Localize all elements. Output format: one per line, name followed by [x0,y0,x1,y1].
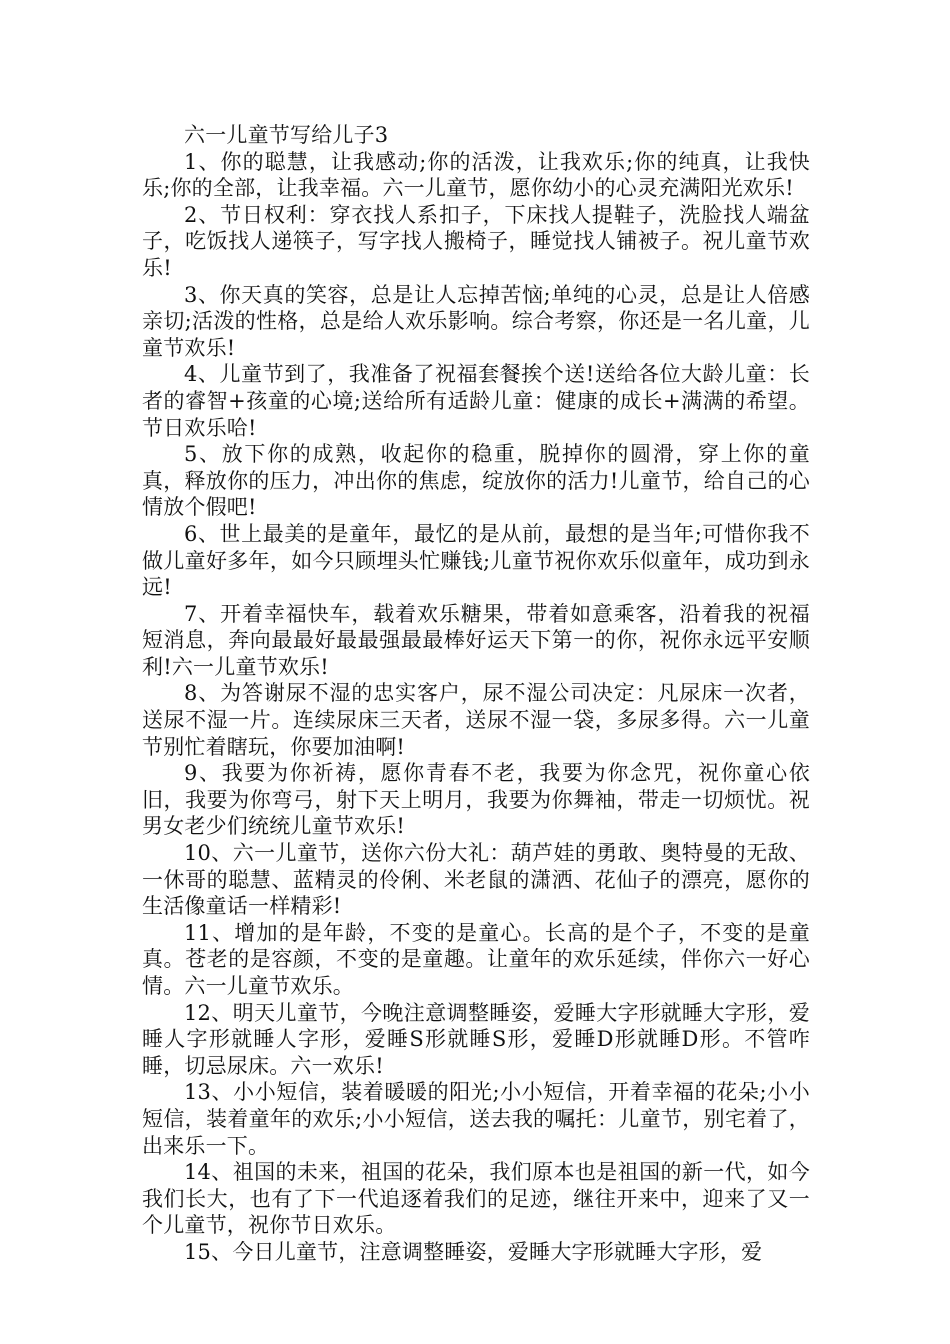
paragraph-5: 5、放下你的成熟，收起你的稳重，脱掉你的圆滑，穿上你的童真，释放你的压力，冲出你的焦虑，绽放你的活力!儿童节，给自己的心情放个假吧! [142,442,810,520]
paragraph-9: 9、我要为你祈祷，愿你青春不老，我要为你念咒，祝你童心依旧，我要为你弯弓，射下天上明月，我要为你舞袖，带走一切烦忧。祝男女老少们统统儿童节欢乐! [142,761,810,839]
paragraph-8: 8、为答谢尿不湿的忠实客户，尿不湿公司决定：凡尿床一次者，送尿不湿一片。连续尿床三天者，送尿不湿一袋，多尿多得。六一儿童节别忙着瞎玩，你要加油啊! [142,681,810,759]
paragraph-2: 2、节日权利：穿衣找人系扣子，下床找人提鞋子，洗脸找人端盆子，吃饭找人递筷子，写字找人搬椅子，睡觉找人铺被子。祝儿童节欢乐! [142,202,810,280]
paragraph-4: 4、儿童节到了，我准备了祝福套餐挨个送!送给各位大龄儿童：长者的睿智+孩童的心境;送给所有适龄儿童：健康的成长+满满的希望。节日欢乐哈! [142,362,810,440]
paragraph-1: 1、你的聪慧，让我感动;你的活泼，让我欢乐;你的纯真，让我快乐;你的全部，让我幸福。六一儿童节，愿你幼小的心灵充满阳光欢乐! [142,149,810,201]
document-page [142,122,810,1266]
paragraph-11: 11、增加的是年龄，不变的是童心。长高的是个子，不变的是童真。苍老的是容颜，不变的是童趣。让童年的欢乐延续，伴你六一好心情。六一儿童节欢乐。 [142,920,810,998]
paragraph-15: 15、今日儿童节，注意调整睡姿，爱睡大字形就睡大字形，爱 [184,1239,763,1264]
document-title: 六一儿童节写给儿子3 [184,123,389,147]
paragraph-12: 12、明天儿童节，今晚注意调整睡姿，爱睡大字形就睡大字形，爱睡人字形就睡人字形，爱睡S形就睡S形，爱睡D形就睡D形。不管咋睡，切忌尿床。六一欢乐! [142,1000,810,1078]
paragraph-14: 14、祖国的未来，祖国的花朵，我们原本也是祖国的新一代，如今我们长大，也有了下一代追逐着我们的足迹，继往开来中，迎来了又一个儿童节，祝你节日欢乐。 [142,1160,810,1238]
paragraph-7: 7、开着幸福快车，载着欢乐糖果，带着如意乘客，沿着我的祝福短消息，奔向最最好最最强最最棒好运天下第一的你，祝你永远平安顺利!六一儿童节欢乐! [142,601,810,679]
paragraph-6: 6、世上最美的是童年，最忆的是从前，最想的是当年;可惜你我不做儿童好多年，如今只顾埋头忙赚钱;儿童节祝你欢乐似童年，成功到永远! [142,521,810,600]
paragraph-13: 13、小小短信，装着暖暖的阳光;小小短信，开着幸福的花朵;小小短信，装着童年的欢乐;小小短信，送去我的嘱托：儿童节，别宅着了，出来乐一下。 [142,1080,810,1158]
paragraph-3: 3、你天真的笑容，总是让人忘掉苦恼;单纯的心灵，总是让人倍感亲切;活泼的性格，总是给人欢乐影响。综合考察，你还是一名儿童，儿童节欢乐! [142,282,810,360]
paragraph-10: 10、六一儿童节，送你六份大礼：葫芦娃的勇敢、奥特曼的无敌、一休哥的聪慧、蓝精灵的伶俐、米老鼠的潇洒、花仙子的漂亮，愿你的生活像童话一样精彩! [142,841,810,919]
